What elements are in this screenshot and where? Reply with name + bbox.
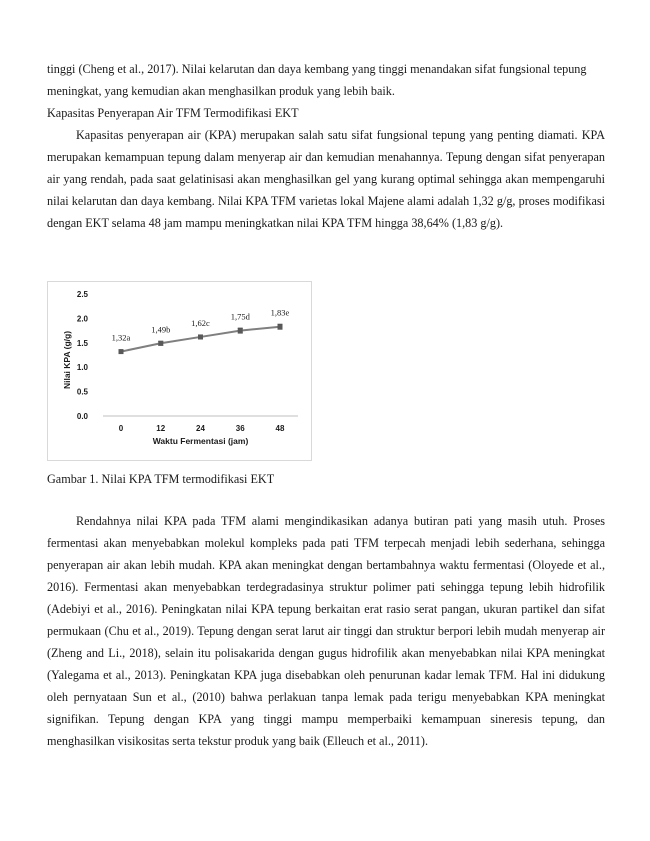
figure-1	[47, 281, 312, 461]
kpa-line-chart	[48, 282, 313, 462]
x-axis-title: Waktu Fermentasi (jam)	[152, 436, 249, 446]
y-tick-label: 1.5	[76, 338, 88, 348]
y-tick-label: 0.0	[76, 412, 88, 421]
y-tick-label: 2.0	[76, 314, 88, 324]
y-tick-label: 0.5	[76, 387, 88, 397]
x-tick-label: 36	[235, 424, 245, 433]
data-point	[238, 328, 243, 333]
y-axis-title: Nilai KPA (g/g)	[62, 330, 72, 390]
paragraph-1: tinggi (Cheng et al., 2017). Nilai kelarutan dan daya kembang yang tinggi menandakan sifat fungsional tepung meningkat, yang kemudian akan menghasilkan produk yang lebih baik.	[47, 62, 587, 98]
data-label: 1,83e	[270, 307, 290, 318]
x-tick-label: 12	[156, 424, 166, 433]
data-point	[278, 324, 283, 329]
data-point	[158, 341, 163, 346]
data-label: 1,62c	[191, 317, 210, 328]
data-label: 1,32a	[111, 332, 131, 343]
paragraph-2: Kapasitas penyerapan air (KPA) merupakan salah satu sifat fungsional tepung yang penting diamati. KPA merupakan kemampuan tepung dalam menyerap air dan kemudian menahannya. Tepung dengan sifat penyerapan air yang rendah, pada saat gelatinisasi akan menghasilkan gel yang kurang optimal sehingga akan mempengaruhi nilai kelarutan dan daya kembang. Nilai KPA TFM varietas lokal Majene alami adalah 1,32 g/g, proses modifikasi dengan EKT selama 48 jam mampu meningkatkan nilai KPA TFM hingga 38,64% (1,83 g/g).	[47, 128, 605, 230]
x-tick-label: 48	[275, 424, 285, 433]
data-point	[119, 349, 124, 354]
x-tick-label: 0	[118, 424, 124, 433]
section-heading: Kapasitas Penyerapan Air TFM Termodifikasi EKT	[47, 106, 299, 120]
data-point	[198, 334, 203, 339]
x-tick-label: 24	[196, 424, 205, 433]
y-tick-label: 2.5	[76, 290, 88, 299]
data-label: 1,49b	[151, 324, 171, 335]
data-label: 1,75d	[230, 311, 250, 322]
y-tick-label: 1.0	[76, 363, 88, 373]
figure-caption: Gambar 1. Nilai KPA TFM termodifikasi EKT	[47, 472, 275, 486]
paragraph-3: Rendahnya nilai KPA pada TFM alami mengindikasikan adanya butiran pati yang masih utuh. Proses fermentasi akan menyebabkan molekul kompleks pada pati TFM terpecah menjadi lebih sederhana, sehingga penyerapan air akan lebih mudah. KPA akan meningkat dengan bertambahnya waktu fermentasi (Oloyede et al., 2016). Fermentasi akan menyebabkan terdegradasinya struktur polimer pati sehingga tepung lebih hidrofilik (Adebiyi et al., 2016). Peningkatan nilai KPA tepung berkaitan erat rasio serat pangan, ukuran partikel dan sifat permukaan (Chu et al., 2019). Tepung dengan serat larut air tinggi dan struktur berpori lebih mudah menyerap air (Zheng and Li., 2018), selain itu polisakarida dengan gugus hidrofilik akan menyebabkan nilai KPA meningkat (Yalegama et al., 2013). Peningkatan KPA juga disebabkan oleh penurunan kadar lemak TFM. Hal ini didukung oleh pernyataan Sun et al., (2010) bahwa perlakuan tanpa lemak pada terigu menyebabkan KPA meningkat signifikan. Tepung dengan KPA yang tinggi mampu memperbaiki kemampuan sineresis tepung, dan menghasilkan visikositas serta tekstur produk yang baik (Elleuch et al., 2011).	[47, 514, 605, 748]
